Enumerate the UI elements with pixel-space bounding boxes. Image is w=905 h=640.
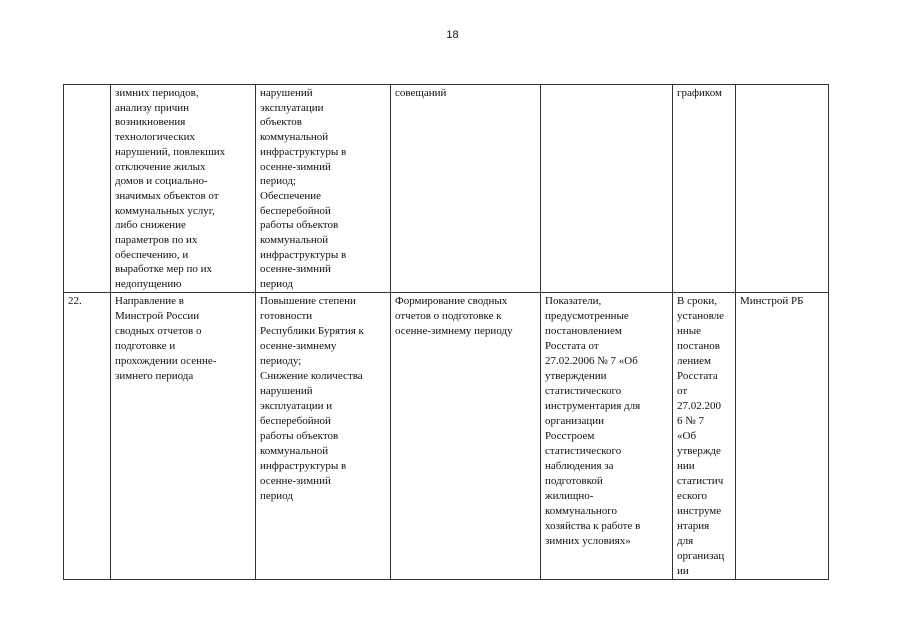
table-row	[64, 292, 829, 579]
cell-executor	[736, 85, 829, 293]
cell-indicators	[541, 85, 673, 293]
cell-number: 22.	[64, 292, 111, 579]
measures-table	[63, 84, 829, 580]
cell-action: Направление в Минстрой России сводных отчетов о подготовке и прохождении осенне- зимнего периода	[111, 292, 256, 579]
cell-indicators: Показатели, предусмотренные постановлением Росстата от 27.02.2006 № 7 «Об утверждении статистического инструментария для организации Росстроем статистического наблюдения за подготовкой жилищно- коммунального хозяйства к работе в зимних условиях»	[541, 292, 673, 579]
cell-number	[64, 85, 111, 293]
table-row	[64, 85, 829, 293]
cell-deadline: В сроки, установле нные постанов лением Росстата от 27.02.200 6 № 7 «Об утвержде нии статистич еского инструме нтария для организац ии	[673, 292, 736, 579]
cell-deadline: графиком	[673, 85, 736, 293]
cell-expected-result: Повышение степени готовности Республики Бурятия к осенне-зимнему периоду; Снижение количества нарушений эксплуатации и бесперебойной работы объектов коммунальной инфраструктуры в осенне-зимний период	[256, 292, 391, 579]
cell-form: Формирование сводных отчетов о подготовке к осенне-зимнему периоду	[391, 292, 541, 579]
cell-executor: Минстрой РБ	[736, 292, 829, 579]
cell-form: совещаний	[391, 85, 541, 293]
cell-expected-result: нарушений эксплуатации объектов коммунальной инфраструктуры в осенне-зимний период; Обеспечение бесперебойной работы объектов коммунальной инфраструктуры в осенне-зимний период	[256, 85, 391, 293]
page-number: 18	[446, 29, 459, 41]
cell-action: зимних периодов, анализу причин возникновения технологических нарушений, повлекших отключение жилых домов и социально- значимых объектов от коммунальных услуг, либо снижение параметров по их обеспечению, и выработке мер по их недопущению	[111, 85, 256, 293]
